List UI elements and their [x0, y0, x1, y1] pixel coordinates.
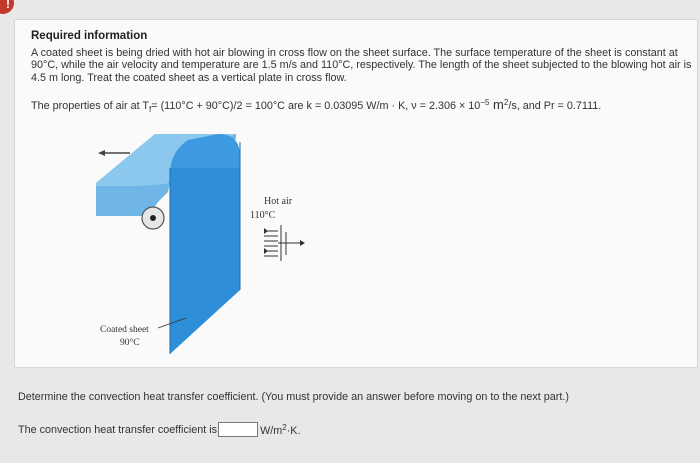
problem-statement: A coated sheet is being dried with hot air blowing in cross flow on the sheet surface. The surface temperature of the sheet is constant at 90°C, while the air velocity and temperature are 1.5 m/s and 110°C, respectively. The length of the sheet subjected to the blowing hot air is 4.5 m long. Treat the coated sheet as a vertical plate in cross flow.	[31, 47, 692, 84]
answer-label: The convection heat transfer coefficient is	[18, 423, 218, 436]
coated-sheet-figure	[78, 122, 328, 362]
question-text: Determine the convection heat transfer coefficient. (You must provide an answer before moving on to the next part.)	[18, 391, 569, 403]
coated-sheet-label: Coated sheet	[100, 325, 149, 335]
hot-air-temp: 110°C	[250, 210, 276, 221]
answer-row	[18, 422, 301, 437]
hot-air-arrows	[264, 225, 300, 261]
sheet-motion-arrowhead	[98, 150, 105, 156]
section-title: Required information	[31, 30, 148, 42]
sheet-vertical-face	[170, 168, 240, 354]
air-properties: The properties of air at $T_f= (110^\circ C + 90^\circ C)/2 = 100^\circ C$ are k = 0.03095 W/m · K, $\nu = 2.306 \times 10^{-5}$ $m^2/s$, and Pr = 0.7111.	[31, 97, 602, 115]
answer-unit: $W/m^2\cdot K$.	[260, 422, 301, 437]
heat-transfer-coefficient-input[interactable]	[218, 422, 258, 437]
coated-sheet-temp: 90°C	[120, 338, 140, 348]
hot-air-label: Hot air	[264, 196, 293, 207]
alert-badge-icon: !	[0, 0, 14, 14]
